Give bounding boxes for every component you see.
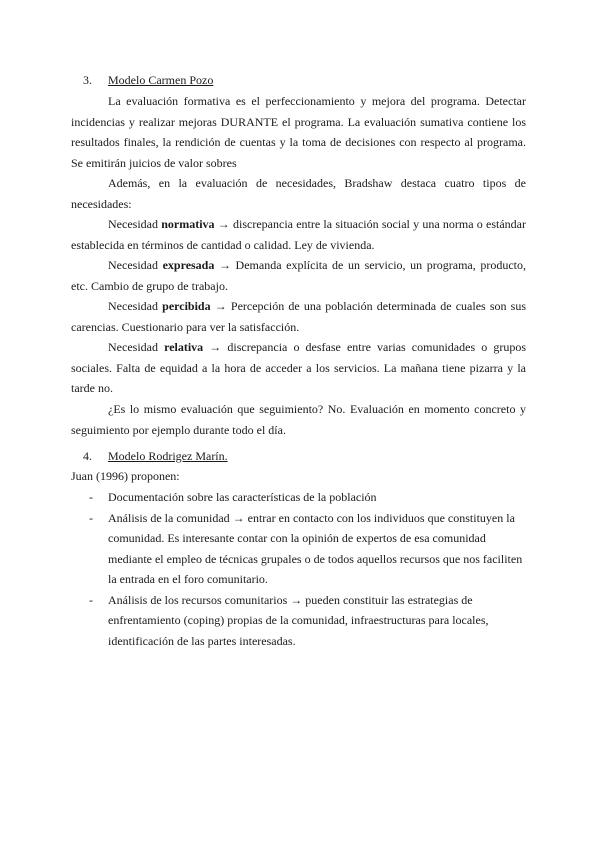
- section-heading-3: [83, 70, 213, 90]
- section-title: Modelo Rodrigez Marín.: [108, 449, 228, 463]
- need-term: normativa: [161, 217, 215, 231]
- paragraph-need-expresada: [71, 255, 526, 296]
- section-number: 4.: [83, 449, 92, 463]
- paragraph-juan-proponen: Juan (1996) proponen:: [71, 469, 180, 483]
- need-term: expresada: [162, 258, 215, 272]
- list-item: [71, 590, 526, 652]
- section-title: Modelo Carmen Pozo: [108, 73, 214, 87]
- list-dash: -: [89, 510, 93, 525]
- paragraph-need-normativa: [71, 214, 526, 255]
- paragraph-formative-evaluation: La evaluación formativa es el perfeccionamiento y mejora del programa. Detectar incidencias y realizar mejoras DURANTE el programa. La evaluación sumativa contiene los resultados finales, la rendición de cuentas y la toma de decisiones con respecto al programa. Se emitirán juicios de valor sobres: [71, 94, 526, 170]
- need-text: → Percepción de una población determinada de cuales son sus carencias. Cuestionario para ver la satisfacción.: [71, 299, 527, 334]
- list-item-text: Análisis de los recursos comunitarios → pueden constituir las estrategias de enfrentamiento (coping) propias de la comunidad, infraestructuras para locales, identificación de las partes interesadas.: [108, 592, 489, 648]
- list-dash: -: [89, 490, 93, 504]
- need-prefix: Necesidad: [108, 340, 165, 354]
- list-item-text: Análisis de la comunidad → entrar en contacto con los individuos que constituyen la comunidad. Es interesante contar con la opinión de expertos de esa comunidad mediante el empleo de técnicas grupales o de todos aquellos recursos que nos faciliten la entrada en el foro comunitario.: [108, 510, 523, 586]
- need-term: relativa: [164, 340, 204, 354]
- paragraph-evaluation-vs-monitoring: ¿Es lo mismo evaluación que seguimiento? No. Evaluación en momento concreto y seguimiento por ejemplo durante todo el día.: [71, 402, 526, 437]
- need-prefix: Necesidad: [108, 258, 163, 272]
- list-dash: -: [89, 592, 93, 607]
- proposal-list: [71, 487, 526, 651]
- list-item: [71, 487, 526, 508]
- need-prefix: Necesidad: [108, 299, 163, 313]
- need-prefix: Necesidad: [108, 217, 162, 231]
- list-item-text: Documentación sobre las características de la población: [108, 490, 377, 504]
- list-item: [71, 508, 526, 590]
- need-text: → Demanda explícita de un servicio, un programa, producto, etc. Cambio de grupo de trabajo.: [71, 258, 526, 293]
- paragraph-need-relativa: [71, 337, 526, 399]
- section-number: 3.: [83, 73, 92, 87]
- paragraph-need-percibida: [71, 296, 526, 337]
- need-text: → discrepancia o desfase entre varias comunidades o grupos sociales. Falta de equidad a la hora de acceder a los servicios. La mañana tiene pizarra y la tarde no.: [71, 340, 526, 395]
- need-term: percibida: [162, 299, 211, 313]
- paragraph-bradshaw-intro: Además, en la evaluación de necesidades, Bradshaw destaca cuatro tipos de necesidades:: [71, 176, 526, 211]
- section-heading-4: [83, 446, 228, 466]
- need-text: → discrepancia entre la situación social y una norma o estándar establecida en términos de cantidad o calidad. Ley de vivienda.: [71, 217, 526, 252]
